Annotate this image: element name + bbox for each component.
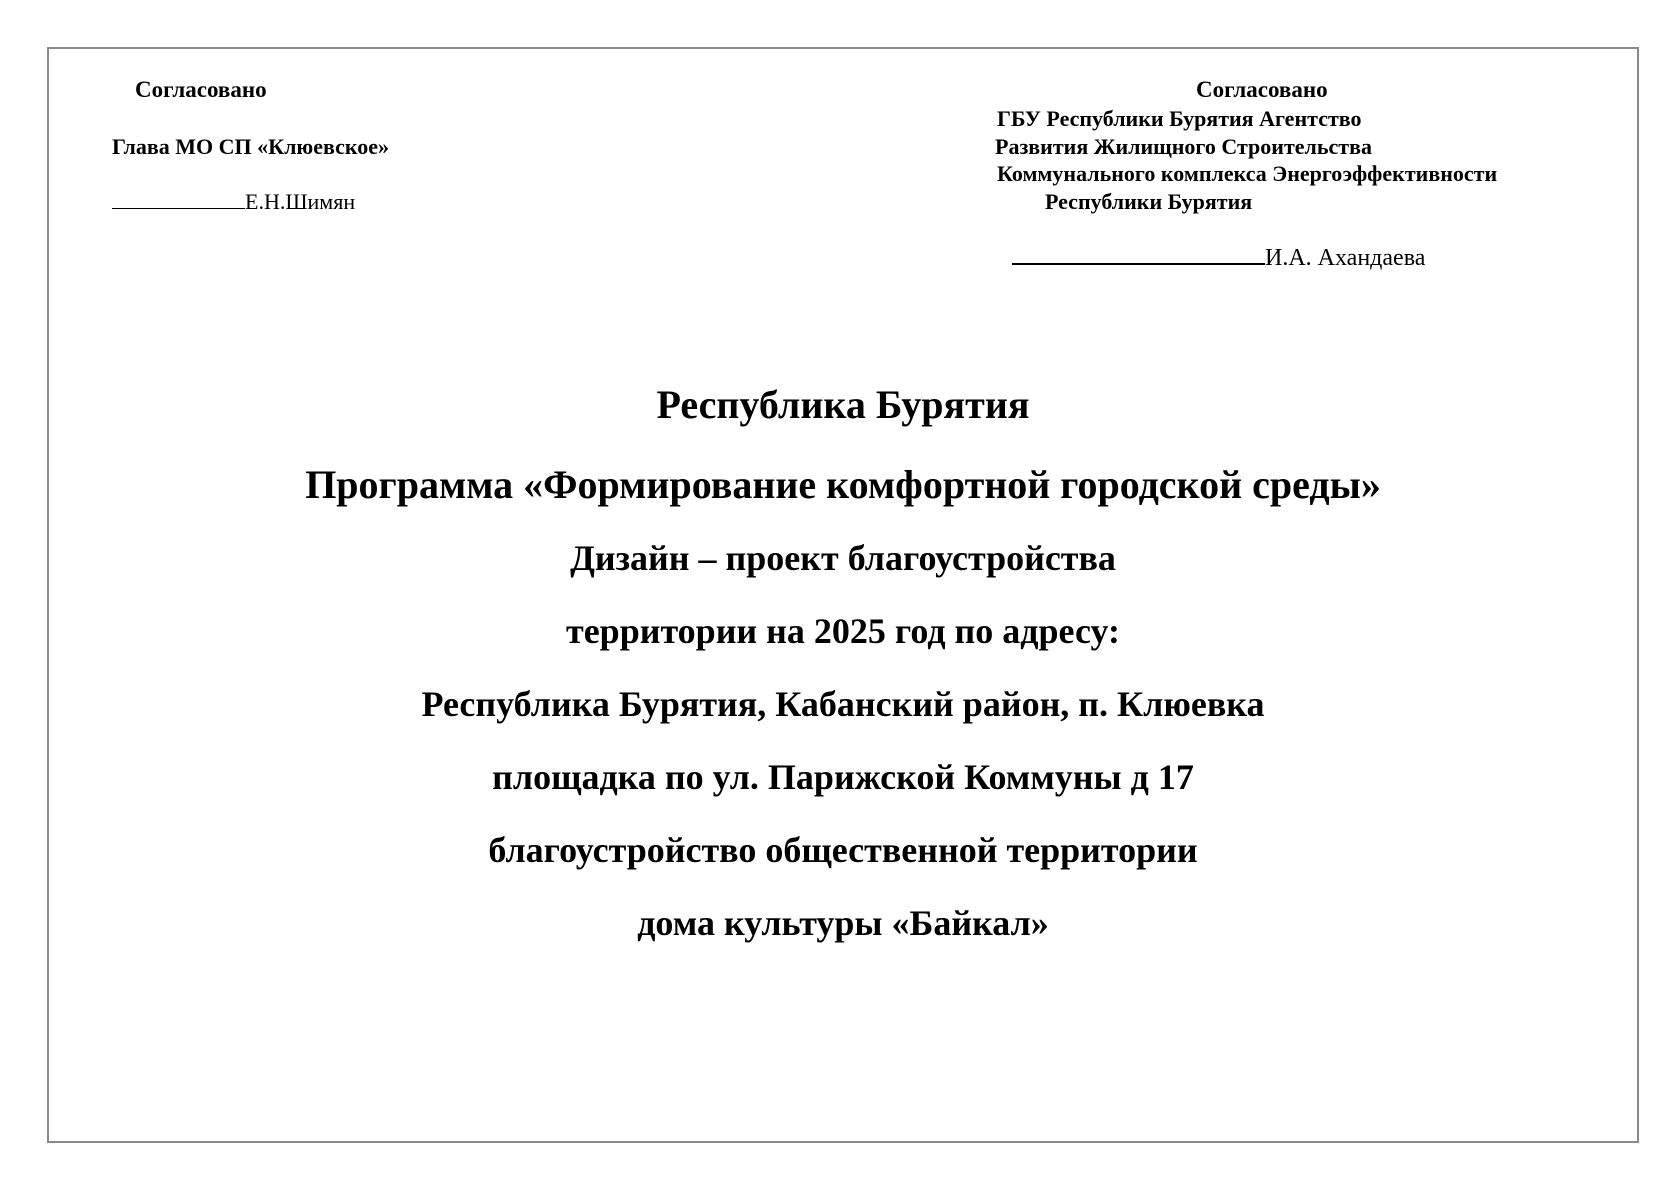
right-signature-underline [1012,241,1265,265]
left-signature-name: Е.Н.Шимян [245,189,356,214]
left-signature-line [112,188,355,215]
title-address-street: площадка по ул. Парижской Коммуны д 17 [492,757,1194,797]
title-culture-house: дома культуры «Байкал» [637,903,1049,943]
left-approval-heading: Согласовано [135,77,267,102]
left-signature-underline [112,188,245,209]
title-program: Программа «Формирование комфортной городской среды» [305,462,1381,507]
right-signature-line [1012,241,1425,273]
right-approval-org-line: Развития Жилищного Строительства [995,134,1372,159]
document-title-block [47,370,1639,960]
right-approval-org-line: ГБУ Республики Бурятия Агентство [997,106,1362,131]
right-approval-heading: Согласовано [1196,77,1328,102]
title-year-address: территории на 2025 год по адресу: [566,611,1120,651]
title-improvement: благоустройство общественной территории [488,830,1198,870]
title-address-locality: Республика Бурятия, Кабанский район, п. Клюевка [421,684,1265,724]
title-region: Республика Бурятия [656,382,1030,427]
title-design-project: Дизайн – проект благоустройства [570,538,1116,578]
right-approval-org-line: Коммунального комплекса Энергоэффективности [997,161,1498,186]
right-approval-org-line: Республики Бурятия [1045,189,1253,214]
right-signature-name: И.А. Ахандаева [1265,245,1426,271]
left-approval-position: Глава МО СП «Клюевское» [112,134,390,159]
